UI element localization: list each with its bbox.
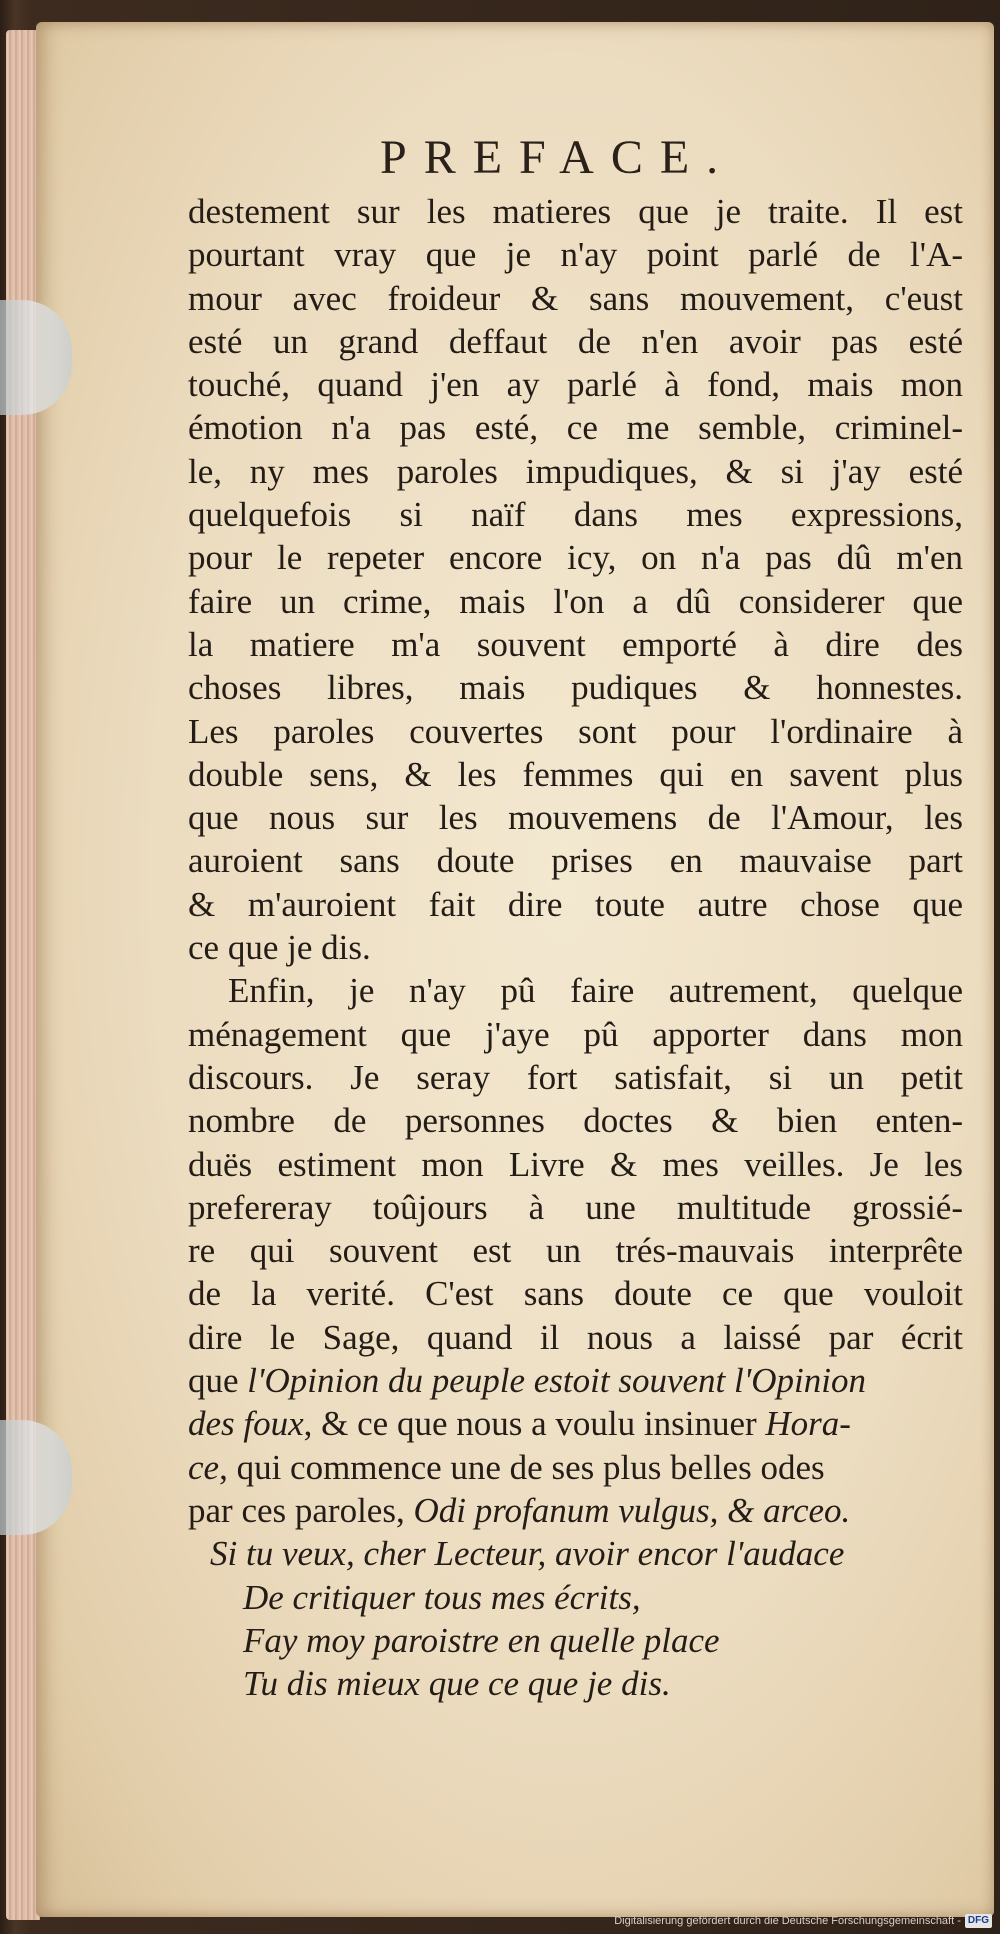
digitization-credit [614,1912,992,1930]
text-line: émotion n'a pas esté, ce me semble, criminel- [188,408,963,448]
text-line: dire le Sage, quand il nous a laissé par écrit [188,1317,963,1357]
text-line: ménagement que j'aye pû apporter dans mon [188,1014,963,1054]
text-line: mour avec froideur & sans mouvement, c'eust [188,278,963,318]
text-line: discours. Je seray fort satisfait, si un petit [188,1057,963,1097]
text-line: pourtant vray que je n'ay point parlé de l'A- [188,235,963,275]
text-line: auroient sans doute prises en mauvaise part [188,841,963,881]
text-span: par ces paroles, [188,1490,414,1530]
text-span: que [188,1361,248,1401]
text-line: destement sur les matieres que je traite. Il est [188,192,963,231]
text-line [188,1402,963,1445]
dfg-logo: DFG [965,1914,992,1928]
text-line: touché, quand j'en ay parlé à fond, mais mon [188,365,963,405]
text-line: choses libres, mais pudiques & honnestes. [188,668,963,708]
italic-quote: l'Opinion du peuple estoit souvent l'Opinion [247,1361,866,1401]
text-line: quelquefois si naïf dans mes expressions, [188,495,963,535]
text-span: , & ce que nous a voulu insinuer [303,1404,766,1444]
poem-line: De critiquer tous mes écrits, [243,1577,641,1617]
credit-text: Digitalisierung gefördert durch die Deutsche Forschungsgemeinschaft - [614,1915,961,1927]
italic-quote: des foux [188,1404,304,1444]
text-line: duës estiment mon Livre & mes veilles. Je les [188,1144,963,1184]
text-line: esté un grand deffaut de n'en avoir pas esté [188,321,963,361]
text-line [188,1489,963,1532]
text-line: de la verité. C'est sans doute ce que vouloit [188,1274,963,1314]
page-heading: PREFACE. [380,131,736,184]
text-line: la matiere m'a souvent emporté à dire des [188,624,963,664]
text-line: double sens, & les femmes qui en savent plus [188,754,963,794]
poem-line: Tu dis mieux que ce que je dis. [243,1664,671,1704]
text-line: que nous sur les mouvemens de l'Amour, les [188,798,963,838]
text-line: prefereray toûjours à une multitude grossié- [188,1187,963,1227]
text-line: Enfin, je n'ay pû faire autrement, quelque [228,971,963,1011]
text-line: & m'auroient fait dire toute autre chose que [188,884,963,924]
body-text [188,190,963,1705]
text-line: le, ny mes paroles impudiques, & si j'ay esté [188,451,963,491]
latin-quote: Odi profanum vulgus, & arceo. [413,1490,851,1530]
text-line: re qui souvent est un trés-mauvais interprête [188,1231,963,1271]
italic-name: ce [188,1447,220,1487]
text-line: nombre de personnes doctes & bien enten- [188,1101,963,1141]
text-line [188,1359,963,1402]
poem-line: Fay moy paroistre en quelle place [243,1620,720,1660]
text-line: ce que je dis. [188,928,371,968]
text-line: pour le repeter encore icy, on n'a pas dû m'en [188,538,963,578]
italic-name: Hora- [765,1404,851,1444]
text-line [188,1446,963,1489]
text-line: Les paroles couvertes sont pour l'ordinaire à [188,711,963,751]
text-line: faire un crime, mais l'on a dû considerer que [188,581,963,621]
text-span: , qui commence une de ses plus belles odes [219,1447,825,1487]
poem-line: Si tu veux, cher Lecteur, avoir encor l'audace [210,1534,845,1574]
